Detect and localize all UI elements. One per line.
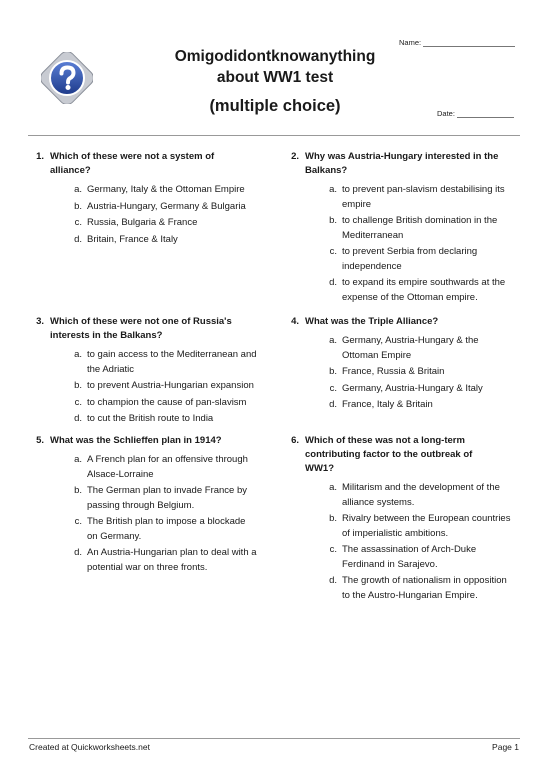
question-number: 5. bbox=[36, 435, 44, 446]
option-d[interactable] bbox=[66, 412, 273, 427]
option-text: A French plan for an offensive through Alsace-Lorraine bbox=[87, 454, 248, 480]
question-text bbox=[28, 150, 273, 178]
question-text bbox=[283, 150, 523, 178]
question-prompt: Why was Austria-Hungary interested in the Balkans? bbox=[305, 151, 499, 176]
question-prompt: What was the Schlieffen plan in 1914? bbox=[50, 435, 222, 446]
option-letter: a. bbox=[329, 184, 337, 195]
option-text: An Austria-Hungarian plan to deal with a potential war on three fronts. bbox=[87, 547, 257, 573]
option-d[interactable] bbox=[321, 398, 523, 413]
option-d[interactable] bbox=[321, 574, 523, 603]
option-text: to prevent pan-slavism destabilising its empire bbox=[342, 184, 505, 210]
question-text bbox=[283, 315, 523, 329]
option-text: Militarism and the development of the alliance systems. bbox=[342, 482, 500, 508]
option-letter: b. bbox=[74, 380, 82, 391]
option-letter: a. bbox=[329, 335, 337, 346]
header-divider bbox=[28, 135, 520, 136]
option-text: to gain access to the Mediterranean and the Adriatic bbox=[87, 349, 257, 375]
option-letter: d. bbox=[74, 547, 82, 558]
option-text: to prevent Austria-Hungarian expansion bbox=[87, 380, 254, 391]
option-text: The growth of nationalism in opposition to the Austro-Hungarian Empire. bbox=[342, 575, 507, 601]
option-text: The assassination of Arch-Duke Ferdinand in Sarajevo. bbox=[342, 544, 477, 570]
options-list bbox=[66, 348, 273, 427]
question-number: 4. bbox=[291, 316, 299, 327]
option-letter: d. bbox=[74, 413, 82, 424]
option-letter: a. bbox=[74, 184, 82, 195]
option-c[interactable] bbox=[321, 543, 523, 572]
question-text bbox=[28, 315, 273, 343]
option-text: to prevent Serbia from declaring independence bbox=[342, 246, 478, 272]
option-text: The British plan to impose a blockade on Germany. bbox=[87, 516, 246, 542]
question-number: 6. bbox=[291, 435, 299, 446]
option-text: Germany, Austria-Hungary & the Ottoman Empire bbox=[342, 335, 479, 361]
option-letter: b. bbox=[329, 215, 337, 226]
question-4 bbox=[283, 315, 523, 415]
option-c[interactable] bbox=[66, 515, 273, 544]
option-text: to champion the cause of pan-slavism bbox=[87, 396, 247, 408]
option-text: to expand its empire southwards at the expense of the Ottoman empire. bbox=[342, 277, 506, 303]
option-letter: d. bbox=[329, 277, 337, 288]
option-letter: c. bbox=[329, 544, 337, 555]
question-prompt: Which of these were not one of Russia's interests in the Balkans? bbox=[50, 316, 232, 341]
question-number: 3. bbox=[36, 316, 44, 327]
option-c[interactable] bbox=[66, 216, 273, 231]
name-label: Name: bbox=[399, 38, 422, 47]
option-d[interactable] bbox=[66, 233, 273, 248]
name-field[interactable] bbox=[399, 38, 515, 47]
footer-credit: Created at Quickworksheets.net bbox=[29, 742, 150, 752]
option-text: Austria-Hungary, Germany & Bulgaria bbox=[87, 200, 246, 212]
option-letter: a. bbox=[329, 482, 337, 493]
option-text: Britain, France & Italy bbox=[87, 233, 178, 245]
option-text: Russia, Bulgaria & France bbox=[87, 217, 198, 228]
option-letter: d. bbox=[74, 233, 82, 245]
option-b[interactable] bbox=[321, 365, 523, 380]
question-6 bbox=[283, 434, 523, 605]
page-number: Page 1 bbox=[492, 742, 519, 752]
options-list bbox=[321, 334, 523, 413]
option-text: Germany, Italy & the Ottoman Empire bbox=[87, 184, 245, 195]
option-text: France, Italy & Britain bbox=[342, 399, 433, 410]
option-letter: c. bbox=[74, 217, 82, 228]
question-number: 2. bbox=[291, 151, 299, 162]
option-d[interactable] bbox=[321, 276, 523, 305]
option-letter: c. bbox=[74, 396, 82, 408]
option-letter: b. bbox=[74, 485, 82, 496]
option-letter: a. bbox=[74, 454, 82, 465]
option-text: Germany, Austria-Hungary & Italy bbox=[342, 382, 483, 394]
option-text: to challenge British domination in the Mediterranean bbox=[342, 215, 498, 241]
question-text bbox=[28, 434, 273, 448]
option-letter: c. bbox=[329, 382, 337, 394]
option-letter: b. bbox=[74, 200, 82, 212]
page-title: Omigodidontknowanything bbox=[174, 48, 376, 65]
page-title-line2: about WW1 test bbox=[216, 69, 334, 86]
option-letter: c. bbox=[329, 246, 337, 257]
option-c[interactable] bbox=[66, 396, 273, 411]
option-text: France, Russia & Britain bbox=[342, 366, 445, 377]
options-list bbox=[66, 453, 273, 575]
option-d[interactable] bbox=[66, 546, 273, 575]
option-letter: d. bbox=[329, 575, 337, 586]
date-input-line[interactable] bbox=[457, 109, 514, 118]
name-input-line[interactable] bbox=[423, 38, 515, 47]
date-field[interactable] bbox=[437, 109, 514, 118]
options-list bbox=[66, 183, 273, 247]
option-text: to cut the British route to India bbox=[87, 413, 214, 424]
options-list bbox=[321, 481, 523, 603]
option-c[interactable] bbox=[321, 382, 523, 397]
option-a[interactable] bbox=[321, 183, 523, 212]
option-letter: b. bbox=[329, 366, 337, 377]
question-3 bbox=[28, 315, 273, 429]
option-a[interactable] bbox=[321, 334, 523, 363]
question-2 bbox=[283, 150, 523, 307]
question-mark-icon bbox=[41, 52, 93, 104]
question-number: 1. bbox=[36, 151, 44, 162]
options-list bbox=[321, 183, 523, 305]
question-prompt: Which of these were not a system of alliance? bbox=[50, 151, 215, 176]
option-letter: b. bbox=[329, 513, 337, 524]
question-5 bbox=[28, 434, 273, 577]
option-b[interactable] bbox=[66, 200, 273, 215]
footer-divider bbox=[28, 738, 520, 739]
option-a[interactable] bbox=[321, 481, 523, 510]
page-subtitle: (multiple choice) bbox=[209, 97, 341, 115]
date-label: Date: bbox=[437, 109, 455, 118]
question-prompt: What was the Triple Alliance? bbox=[305, 316, 439, 327]
question-text bbox=[283, 434, 523, 476]
option-letter: d. bbox=[329, 399, 337, 410]
question-prompt: Which of these was not a long-term contributing factor to the outbreak of WW1? bbox=[305, 435, 473, 474]
option-b[interactable] bbox=[66, 379, 273, 394]
option-text: The German plan to invade France by passing through Belgium. bbox=[87, 485, 248, 511]
option-b[interactable] bbox=[321, 214, 523, 243]
option-letter: a. bbox=[74, 349, 82, 360]
option-b[interactable] bbox=[321, 512, 523, 541]
option-a[interactable] bbox=[66, 348, 273, 377]
option-b[interactable] bbox=[66, 484, 273, 513]
question-1 bbox=[28, 150, 273, 249]
option-a[interactable] bbox=[66, 183, 273, 198]
option-letter: c. bbox=[74, 516, 82, 527]
option-text: Rivalry between the European countries of imperialistic ambitions. bbox=[342, 513, 511, 539]
option-c[interactable] bbox=[321, 245, 523, 274]
option-a[interactable] bbox=[66, 453, 273, 482]
